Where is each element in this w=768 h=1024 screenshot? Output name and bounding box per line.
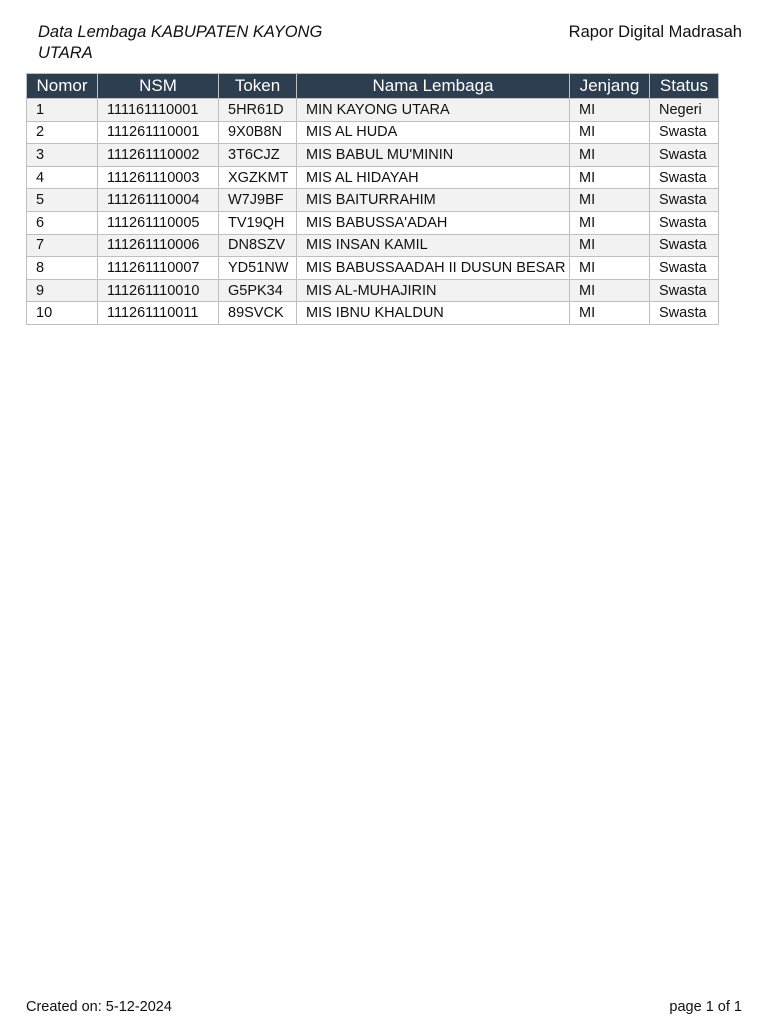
- cell-jenjang: MI: [570, 166, 650, 189]
- table-row: [27, 166, 719, 189]
- cell-nama-lembaga: MIS AL-MUHAJIRIN: [297, 279, 570, 302]
- cell-status: Swasta: [650, 189, 719, 212]
- cell-token: 9X0B8N: [219, 121, 297, 144]
- cell-nsm: 111261110001: [98, 121, 219, 144]
- cell-jenjang: MI: [570, 234, 650, 257]
- cell-nama-lembaga: MIS BABUSSA'ADAH: [297, 211, 570, 234]
- cell-jenjang: MI: [570, 257, 650, 280]
- cell-status: Swasta: [650, 279, 719, 302]
- cell-jenjang: MI: [570, 302, 650, 325]
- table-row: [27, 99, 719, 122]
- cell-jenjang: MI: [570, 144, 650, 167]
- institution-table: [26, 73, 719, 325]
- cell-token: W7J9BF: [219, 189, 297, 212]
- column-header-nsm: NSM: [98, 74, 219, 99]
- cell-nomor: 7: [27, 234, 98, 257]
- cell-token: 89SVCK: [219, 302, 297, 325]
- cell-jenjang: MI: [570, 211, 650, 234]
- cell-nama-lembaga: MIS INSAN KAMIL: [297, 234, 570, 257]
- cell-status: Negeri: [650, 99, 719, 122]
- column-header-status: Status: [650, 74, 719, 99]
- cell-nomor: 4: [27, 166, 98, 189]
- cell-status: Swasta: [650, 121, 719, 144]
- cell-token: G5PK34: [219, 279, 297, 302]
- table-row: [27, 302, 719, 325]
- page-header: [38, 22, 742, 66]
- table-header-row: [27, 74, 719, 99]
- cell-nama-lembaga: MIS BAITURRAHIM: [297, 189, 570, 212]
- cell-nomor: 3: [27, 144, 98, 167]
- cell-jenjang: MI: [570, 279, 650, 302]
- cell-nomor: 2: [27, 121, 98, 144]
- cell-status: Swasta: [650, 144, 719, 167]
- cell-nsm: 111261110011: [98, 302, 219, 325]
- document-title: Data Lembaga KABUPATEN KAYONG UTARA: [38, 23, 323, 62]
- column-header-nomor: Nomor: [27, 74, 98, 99]
- cell-nama-lembaga: MIS AL HUDA: [297, 121, 570, 144]
- cell-jenjang: MI: [570, 121, 650, 144]
- table-row: [27, 234, 719, 257]
- cell-token: YD51NW: [219, 257, 297, 280]
- cell-status: Swasta: [650, 257, 719, 280]
- cell-nsm: 111261110004: [98, 189, 219, 212]
- table-row: [27, 121, 719, 144]
- cell-nsm: 111261110005: [98, 211, 219, 234]
- cell-nama-lembaga: MIS BABUSSAADAH II DUSUN BESAR: [297, 257, 570, 280]
- cell-status: Swasta: [650, 166, 719, 189]
- cell-token: 3T6CJZ: [219, 144, 297, 167]
- column-header-jenjang: Jenjang: [570, 74, 650, 99]
- cell-jenjang: MI: [570, 189, 650, 212]
- cell-nsm: 111261110007: [98, 257, 219, 280]
- cell-nsm: 111261110010: [98, 279, 219, 302]
- table-row: [27, 189, 719, 212]
- cell-token: 5HR61D: [219, 99, 297, 122]
- cell-nsm: 111261110002: [98, 144, 219, 167]
- cell-status: Swasta: [650, 211, 719, 234]
- cell-token: XGZKMT: [219, 166, 297, 189]
- cell-token: TV19QH: [219, 211, 297, 234]
- page-number: page 1 of 1: [669, 999, 742, 1015]
- cell-nama-lembaga: MIS IBNU KHALDUN: [297, 302, 570, 325]
- cell-status: Swasta: [650, 302, 719, 325]
- table-row: [27, 279, 719, 302]
- cell-token: DN8SZV: [219, 234, 297, 257]
- cell-nomor: 9: [27, 279, 98, 302]
- table-row: [27, 257, 719, 280]
- table-row: [27, 211, 719, 234]
- created-date: Created on: 5-12-2024: [26, 999, 172, 1015]
- cell-nama-lembaga: MIS BABUL MU'MININ: [297, 144, 570, 167]
- cell-nsm: 111261110003: [98, 166, 219, 189]
- cell-nama-lembaga: MIN KAYONG UTARA: [297, 99, 570, 122]
- column-header-token: Token: [219, 74, 297, 99]
- cell-nomor: 1: [27, 99, 98, 122]
- cell-nomor: 6: [27, 211, 98, 234]
- cell-nomor: 8: [27, 257, 98, 280]
- cell-nomor: 5: [27, 189, 98, 212]
- app-name: Rapor Digital Madrasah: [568, 23, 742, 41]
- cell-nsm: 111161110001: [98, 99, 219, 122]
- cell-status: Swasta: [650, 234, 719, 257]
- cell-jenjang: MI: [570, 99, 650, 122]
- cell-nama-lembaga: MIS AL HIDAYAH: [297, 166, 570, 189]
- cell-nomor: 10: [27, 302, 98, 325]
- cell-nsm: 111261110006: [98, 234, 219, 257]
- table-row: [27, 144, 719, 167]
- column-header-nama-lembaga: Nama Lembaga: [297, 74, 570, 99]
- table-body: [27, 99, 719, 325]
